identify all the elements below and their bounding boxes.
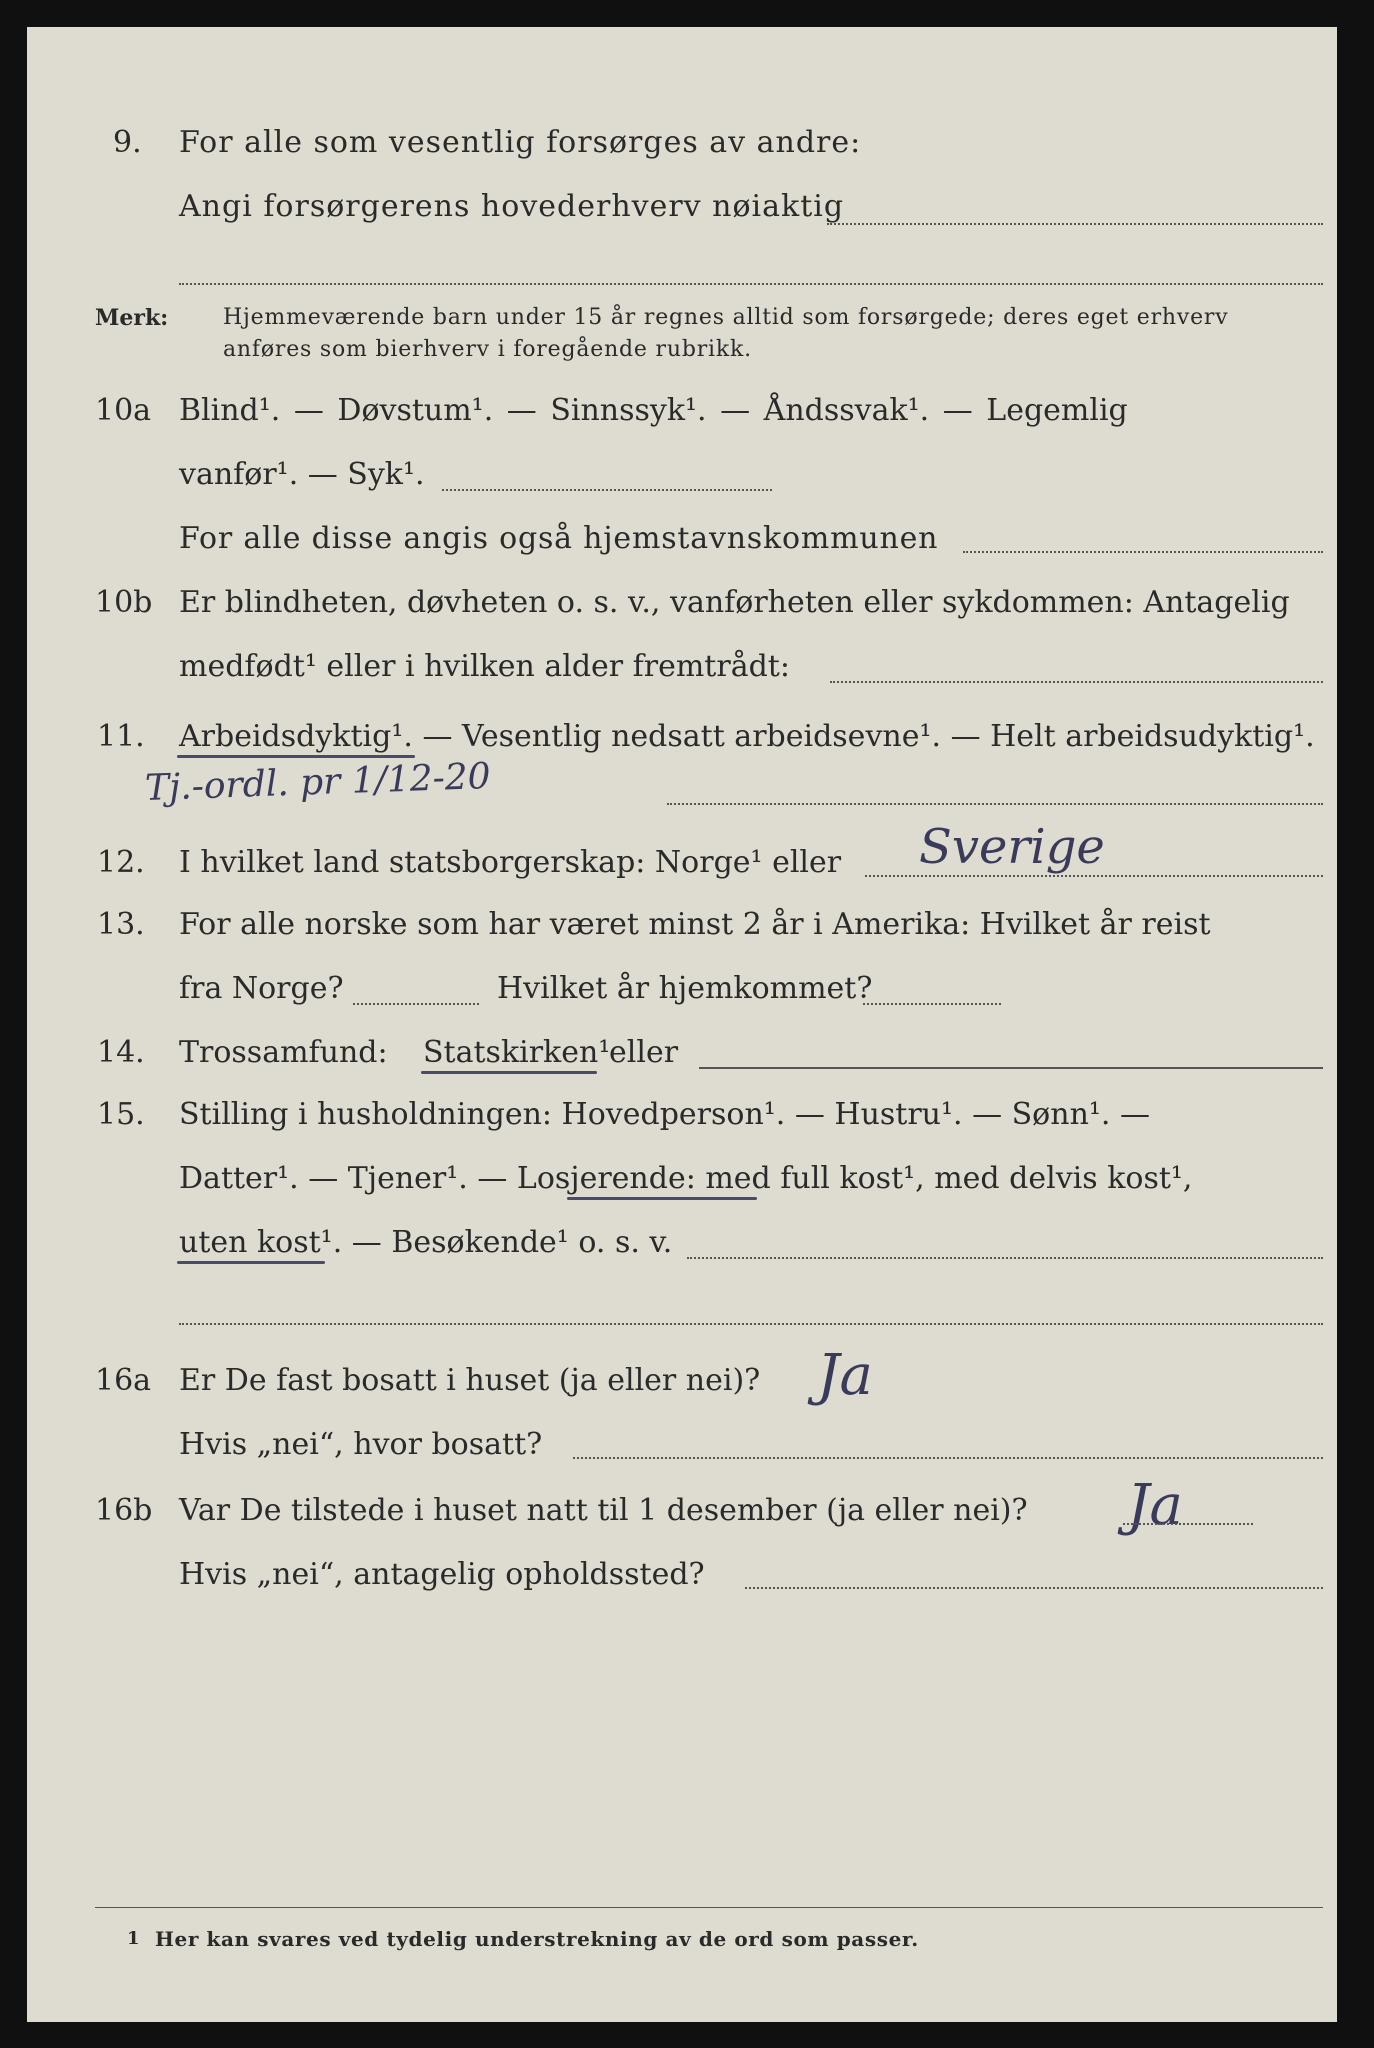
q11-handwritten-note: Tj.-ordl. pr 1/12-20 bbox=[144, 755, 492, 810]
merk-text-line2: anføres som bierhverv i foregående rubrikk. bbox=[223, 337, 752, 362]
q10a-answer-line[interactable] bbox=[442, 489, 772, 491]
q14-underline-statskirken bbox=[421, 1071, 597, 1074]
q14-number: 14. bbox=[97, 1035, 145, 1070]
footnote-text: Her kan svares ved tydelig understrekning av de ord som passer. bbox=[155, 1927, 919, 1951]
q12-question: I hvilket land statsborgerskap: Norge¹ eller bbox=[179, 845, 842, 880]
q13-reist-line[interactable] bbox=[353, 1003, 479, 1005]
q16b-handwritten-answer: Ja bbox=[1127, 1473, 1183, 1538]
q15-underline-uten-kost bbox=[177, 1261, 325, 1264]
q16a-question: Er De fast bosatt i huset (ja eller nei)? bbox=[179, 1363, 761, 1398]
footnote-divider bbox=[95, 1907, 1323, 1908]
q10a-hjemstavn-line[interactable] bbox=[963, 551, 1323, 553]
merk-label: Merk: bbox=[95, 305, 169, 331]
q13-number: 13. bbox=[97, 907, 145, 942]
q13-question: For alle norske som har været minst 2 år i Amerika: Hvilket år reist bbox=[179, 907, 1211, 942]
q15-number: 15. bbox=[97, 1097, 145, 1132]
q9-question: For alle som vesentlig forsørges av andre: bbox=[179, 125, 862, 160]
q16a-number: 16a bbox=[95, 1363, 152, 1398]
q13-hjemkommet-line[interactable] bbox=[863, 1003, 1001, 1005]
q16b-opholdssted-line[interactable] bbox=[745, 1587, 1323, 1589]
q14-label: Trossamfund: bbox=[179, 1035, 388, 1070]
q16b-question-line2: Hvis „nei“, antagelig opholdssted? bbox=[179, 1557, 705, 1592]
q10a-question-line2: vanfør¹. — Syk¹. bbox=[179, 457, 425, 492]
q9-question-line2: Angi forsørgerens hovederhverv nøiaktig bbox=[179, 189, 845, 224]
q12-answer-line[interactable] bbox=[865, 875, 1323, 877]
q15-question-line3: uten kost¹. — Besøkende¹ o. s. v. bbox=[179, 1225, 673, 1260]
q10b-question-line2: medfødt¹ eller i hvilken alder fremtrådt: bbox=[179, 649, 790, 684]
q16b-question: Var De tilstede i huset natt til 1 desember (ja eller nei)? bbox=[179, 1493, 1028, 1528]
q11-number: 11. bbox=[97, 719, 145, 754]
q14-statskirken: Statskirken¹ bbox=[423, 1035, 611, 1070]
q15-underline-losjerende bbox=[567, 1197, 757, 1200]
q10b-question: Er blindheten, døvheten o. s. v., vanførheten eller sykdommen: Antagelig bbox=[179, 585, 1290, 620]
q10a-question-line3: For alle disse angis også hjemstavnskommunen bbox=[179, 521, 939, 556]
q13-question-hjemkommet: Hvilket år hjemkommet? bbox=[497, 971, 873, 1006]
q10a-number: 10a bbox=[95, 393, 152, 428]
q16a-handwritten-answer: Ja bbox=[817, 1343, 873, 1408]
q15-question-line2: Datter¹. — Tjener¹. — Losjerende: med full kost¹, med delvis kost¹, bbox=[179, 1161, 1193, 1196]
q10b-answer-line[interactable] bbox=[830, 681, 1323, 683]
q9-answer-line[interactable] bbox=[827, 223, 1323, 225]
q11-question: Arbeidsdyktig¹. — Vesentlig nedsatt arbeidsevne¹. — Helt arbeidsudyktig¹. bbox=[179, 719, 1315, 754]
q15-answer-line[interactable] bbox=[687, 1257, 1323, 1259]
footnote-mark: 1 bbox=[127, 1928, 140, 1949]
q12-number: 12. bbox=[97, 845, 145, 880]
q13-question-fra-norge: fra Norge? bbox=[179, 971, 344, 1006]
q16a-question-line2: Hvis „nei“, hvor bosatt? bbox=[179, 1427, 543, 1462]
q10a-question: Blind¹. — Døvstum¹. — Sinnssyk¹. — Åndssvak¹. — Legemlig bbox=[179, 393, 1128, 428]
q11-answer-line[interactable] bbox=[667, 803, 1323, 805]
q10b-number: 10b bbox=[95, 585, 153, 620]
q15-question: Stilling i husholdningen: Hovedperson¹. — Hustru¹. — Sønn¹. — bbox=[179, 1097, 1150, 1132]
q12-handwritten-answer: Sverige bbox=[919, 819, 1105, 875]
q14-answer-line[interactable] bbox=[699, 1067, 1323, 1069]
q9-answer-line-2[interactable] bbox=[179, 283, 1323, 285]
q11-underline-arbeidsdyktig bbox=[177, 755, 415, 758]
q15-answer-line-2[interactable] bbox=[179, 1323, 1323, 1325]
q14-eller: eller bbox=[609, 1035, 679, 1070]
census-form-page bbox=[27, 27, 1337, 2022]
q16b-number: 16b bbox=[95, 1493, 153, 1528]
q9-number: 9. bbox=[113, 125, 142, 160]
q16a-answer-line[interactable] bbox=[573, 1457, 1323, 1459]
q16b-answer-line[interactable] bbox=[1123, 1523, 1253, 1525]
merk-text-line1: Hjemmeværende barn under 15 år regnes alltid som forsørgede; deres eget erhverv bbox=[223, 305, 1229, 330]
